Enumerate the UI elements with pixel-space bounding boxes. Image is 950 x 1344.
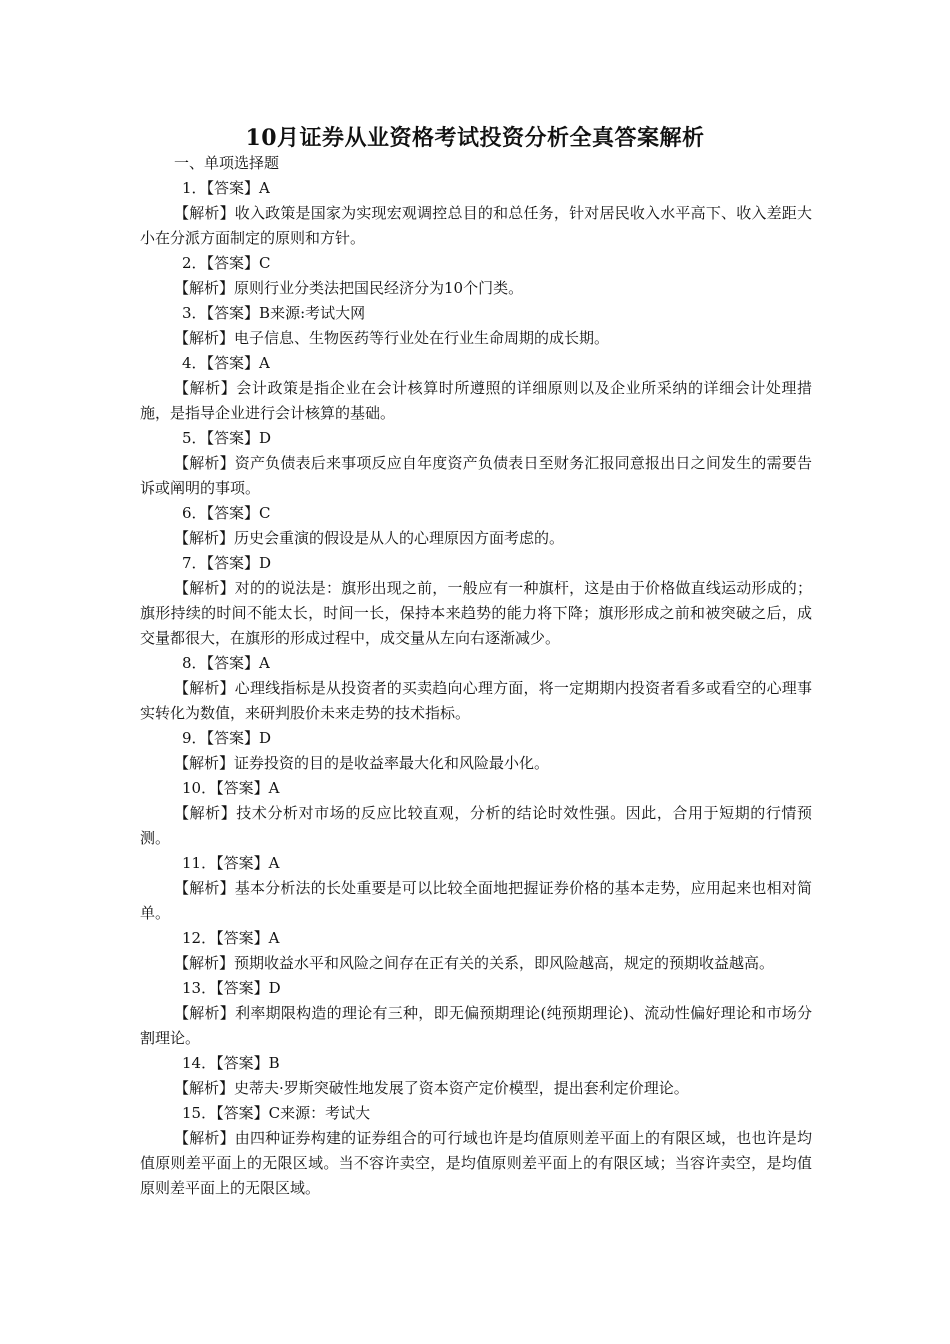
analysis-paragraph-10: 【解析】技术分析对市场的反应比较直观，分析的结论时效性强。因此，合用于短期的行情预测。 bbox=[140, 804, 812, 847]
answer-line-5: 5．【答案】D bbox=[182, 429, 272, 447]
answer-line-1: 1．【答案】A bbox=[182, 179, 270, 197]
answer-line-4: 4．【答案】A bbox=[182, 354, 270, 372]
answer-line-9: 9．【答案】D bbox=[182, 729, 272, 747]
analysis-paragraph-2: 【解析】原则行业分类法把国民经济分为10个门类。 bbox=[174, 279, 524, 297]
analysis-paragraph-11: 【解析】基本分析法的长处重要是可以比较全面地把握证券价格的基本走势，应用起来也相对简单。 bbox=[140, 879, 812, 922]
answer-line-6: 6．【答案】C bbox=[182, 504, 271, 522]
document-title: 10月证券从业资格考试投资分析全真答案解析 bbox=[245, 125, 705, 151]
analysis-paragraph-7: 【解析】对的的说法是：旗形出现之前，一般应有一种旗杆，这是由于价格做直线运动形成的；旗形持续的时间不能太长，时间一长，保持本来趋势的能力将下降；旗形形成之前和被突破之后，成交量都很大，在旗形的形成过程中，成交量从左向右逐渐减少。 bbox=[140, 579, 812, 647]
answer-line-8: 8．【答案】A bbox=[182, 654, 270, 672]
answer-line-3: 3．【答案】B来源:考试大网 bbox=[182, 304, 366, 322]
answer-line-10: 10．【答案】A bbox=[182, 779, 280, 797]
answer-line-13: 13．【答案】D bbox=[182, 979, 281, 997]
answer-line-15: 15．【答案】C来源：考试大 bbox=[182, 1104, 371, 1122]
analysis-paragraph-8: 【解析】心理线指标是从投资者的买卖趋向心理方面，将一定期期内投资者看多或看空的心理事实转化为数值，来研判股价未来走势的技术指标。 bbox=[140, 679, 812, 722]
analysis-paragraph-5: 【解析】资产负债表后来事项反应自年度资产负债表日至财务汇报同意报出日之间发生的需要告诉或阐明的事项。 bbox=[140, 454, 812, 497]
section-heading: 一、单项选择题 bbox=[174, 154, 280, 172]
analysis-paragraph-13: 【解析】利率期限构造的理论有三种，即无偏预期理论(纯预期理论)、流动性偏好理论和市场分割理论。 bbox=[140, 1004, 812, 1047]
answer-line-12: 12．【答案】A bbox=[182, 929, 280, 947]
answer-line-7: 7．【答案】D bbox=[182, 554, 272, 572]
analysis-paragraph-15: 【解析】由四种证券构建的证券组合的可行域也许是均值原则差平面上的有限区域，也也许是均值原则差平面上的无限区域。当不容许卖空，是均值原则差平面上的有限区域；当容许卖空，是均值原则差平面上的无限区域。 bbox=[140, 1129, 812, 1197]
answer-line-14: 14．【答案】B bbox=[182, 1054, 280, 1072]
analysis-paragraph-4: 【解析】会计政策是指企业在会计核算时所遵照的详细原则以及企业所采纳的详细会计处理措施，是指导企业进行会计核算的基础。 bbox=[140, 379, 812, 422]
analysis-paragraph-1: 【解析】收入政策是国家为实现宏观调控总目的和总任务，针对居民收入水平高下、收入差距大小在分派方面制定的原则和方针。 bbox=[140, 204, 812, 247]
document-body bbox=[140, 151, 812, 1201]
analysis-paragraph-3: 【解析】电子信息、生物医药等行业处在行业生命周期的成长期。 bbox=[174, 329, 610, 347]
analysis-paragraph-6: 【解析】历史会重演的假设是从人的心理原因方面考虑的。 bbox=[174, 529, 565, 547]
analysis-paragraph-14: 【解析】史蒂夫·罗斯突破性地发展了资本资产定价模型，提出套利定价理论。 bbox=[174, 1079, 689, 1097]
analysis-paragraph-12: 【解析】预期收益水平和风险之间存在正有关的关系，即风险越高，规定的预期收益越高。 bbox=[174, 954, 775, 972]
answer-line-2: 2．【答案】C bbox=[182, 254, 271, 272]
analysis-paragraph-9: 【解析】证券投资的目的是收益率最大化和风险最小化。 bbox=[174, 754, 550, 772]
answer-line-11: 11．【答案】A bbox=[182, 854, 280, 872]
